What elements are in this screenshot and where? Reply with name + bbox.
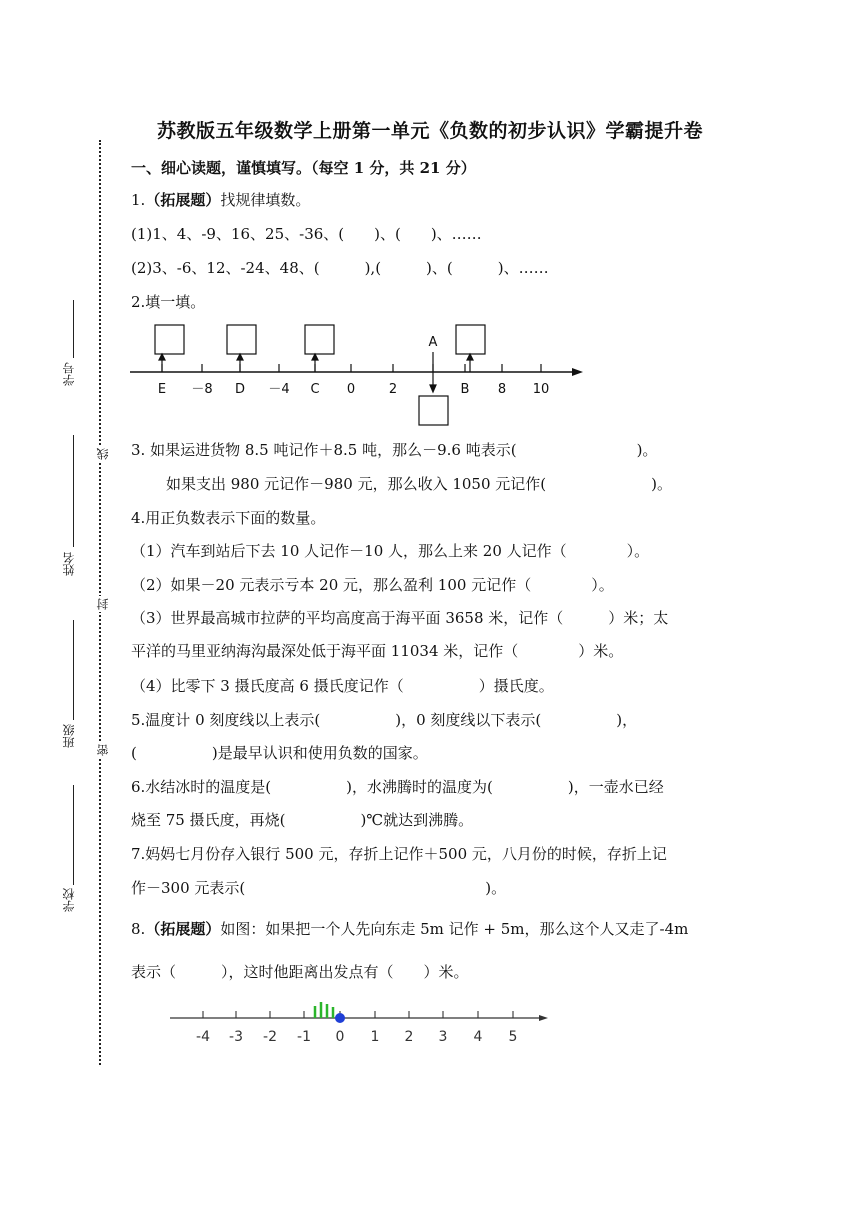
label-10: 10 xyxy=(532,382,550,397)
answer-box-a[interactable] xyxy=(419,396,448,425)
question-4-part-3b: 平洋的马里亚纳海沟最深处低于海平面 11034 米，记作（ ）米。 xyxy=(131,642,624,660)
question-1-part-1: (1)1、4、-9、16、25、-36、( )、( )、…… xyxy=(131,225,482,243)
seal-line-char: 线 xyxy=(96,448,110,460)
tick-2: 2 xyxy=(404,1029,414,1045)
label-neg8: －8 xyxy=(191,382,213,397)
question-4-part-2: （2）如果－20 元表示亏本 20 元，那么盈利 100 元记作（ ）。 xyxy=(131,576,614,594)
student-id-label: 学号 xyxy=(62,362,76,386)
question-8-tag: （拓展题） xyxy=(145,920,221,938)
question-4-part-3a: （3）世界最高城市拉萨的平均高度高于海平面 3658 米，记作（ ）米；太 xyxy=(131,609,669,627)
question-5-line-1: 5.温度计 0 刻度线以上表示( )，0 刻度线以下表示( )， xyxy=(131,711,638,729)
question-1-text: 找规律填数。 xyxy=(220,191,311,209)
tick-0: 0 xyxy=(335,1029,345,1045)
tick-4: 4 xyxy=(473,1029,483,1045)
label-c: C xyxy=(310,382,320,397)
walk-number-line xyxy=(160,996,560,1050)
name-label: 姓名 xyxy=(62,552,76,576)
answer-box-b[interactable] xyxy=(456,325,485,354)
question-1 xyxy=(131,190,310,210)
question-4-part-4: （4）比零下 3 摄氏度高 6 摄氏度记作（ ）摄氏度。 xyxy=(131,677,554,695)
tick-neg1: -1 xyxy=(297,1029,311,1045)
question-3-line-1: 3. 如果运进货物 8.5 吨记作＋8.5 吨，那么－9.6 吨表示( )。 xyxy=(131,441,658,459)
tick-5: 5 xyxy=(508,1029,518,1045)
label-e: E xyxy=(157,382,167,397)
label-d: D xyxy=(234,382,246,397)
section-heading: 一、细心读题，谨慎填写。（每空 1 分，共 21 分） xyxy=(131,159,476,177)
question-5-line-2: ( )是最早认识和使用负数的国家。 xyxy=(131,744,428,762)
question-8-line-2: 表示（ ），这时他距离出发点有（ ）米。 xyxy=(131,963,469,981)
question-1-number: 1. xyxy=(131,191,146,209)
seal-secret-char: 密 xyxy=(96,744,110,756)
question-1-part-2: (2)3、-6、12、-24、48、( ),( )、( )、…… xyxy=(131,259,549,277)
question-3-line-2: 如果支出 980 元记作－980 元，那么收入 1050 元记作( )。 xyxy=(166,475,672,493)
answer-box-e[interactable] xyxy=(155,325,184,354)
tick-neg4: -4 xyxy=(196,1029,210,1045)
question-8-line-1 xyxy=(131,919,688,939)
question-4: 4.用正负数表示下面的数量。 xyxy=(131,509,326,527)
class-field[interactable] xyxy=(73,620,74,720)
tick-3: 3 xyxy=(438,1029,448,1045)
school-label: 学校 xyxy=(62,888,76,912)
answer-box-d[interactable] xyxy=(227,325,256,354)
walking-person-icon xyxy=(315,1002,333,1018)
question-7-line-2: 作－300 元表示( )。 xyxy=(131,879,507,897)
question-2: 2.填一填。 xyxy=(131,293,206,311)
student-id-field[interactable] xyxy=(73,300,74,358)
question-6-line-2: 烧至 75 摄氏度，再烧( )℃就达到沸腾。 xyxy=(131,811,474,829)
question-8-number: 8. xyxy=(131,920,146,938)
question-8-text: 如图：如果把一个人先向东走 5m 记作 + 5m，那么这个人又走了-4m xyxy=(220,920,689,938)
question-7-line-1: 7.妈妈七月份存入银行 500 元，存折上记作＋500 元，八月份的时候，存折上记 xyxy=(131,845,667,863)
tick-1: 1 xyxy=(370,1029,380,1045)
tick-neg2: -2 xyxy=(263,1029,277,1045)
tick-neg3: -3 xyxy=(229,1029,243,1045)
name-field[interactable] xyxy=(73,435,74,547)
label-8: 8 xyxy=(497,382,507,397)
label-0: 0 xyxy=(346,382,356,397)
label-neg4: －4 xyxy=(268,382,290,397)
school-field[interactable] xyxy=(73,785,74,885)
seal-seal-char: 封 xyxy=(96,598,110,610)
class-label: 班级 xyxy=(62,724,76,748)
question-1-tag: （拓展题） xyxy=(145,191,221,209)
label-a: A xyxy=(428,335,438,350)
label-b: B xyxy=(460,382,470,397)
page-title: 苏教版五年级数学上册第一单元《负数的初步认识》学霸提升卷 xyxy=(156,120,703,142)
number-line-diagram xyxy=(125,320,595,430)
answer-box-c[interactable] xyxy=(305,325,334,354)
question-6-line-1: 6.水结冰时的温度是( )，水沸腾时的温度为( )，一壶水已经 xyxy=(131,778,664,796)
label-2: 2 xyxy=(388,382,398,397)
start-point-dot xyxy=(335,1013,345,1023)
question-4-part-1: （1）汽车到站后下去 10 人记作－10 人，那么上来 20 人记作（ ）。 xyxy=(131,542,650,560)
